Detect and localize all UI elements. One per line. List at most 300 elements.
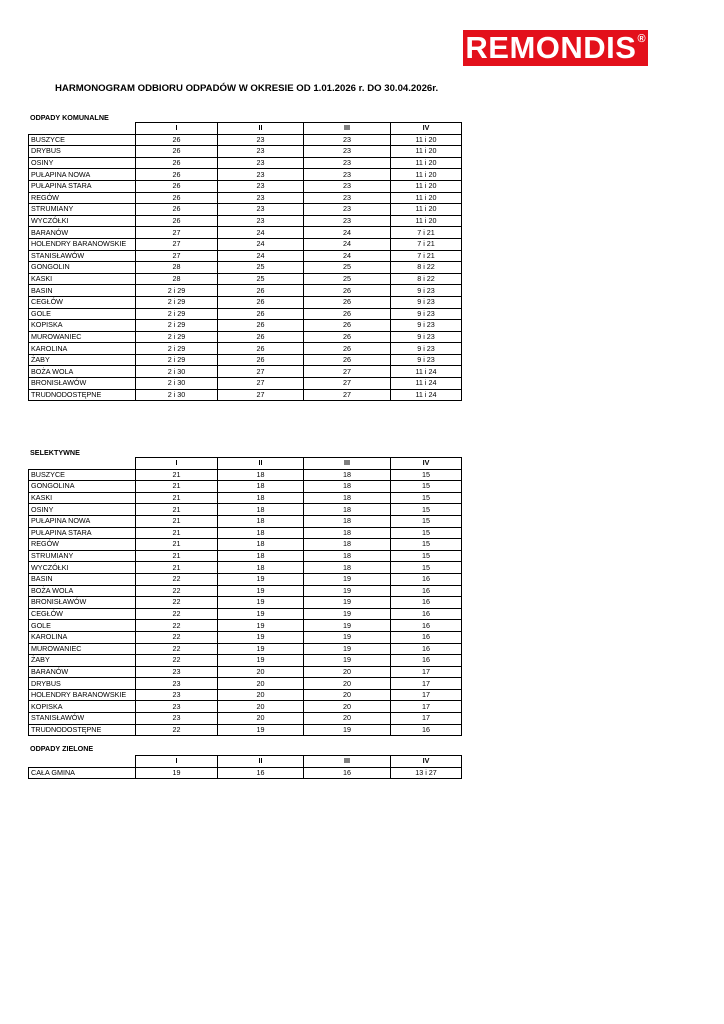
- pickup-date-cell: 26: [136, 215, 218, 227]
- pickup-date-cell: 15: [391, 527, 462, 539]
- pickup-date-cell: 9 i 23: [391, 285, 462, 297]
- locality-name: GOLE: [29, 308, 136, 320]
- pickup-date-cell: 17: [391, 689, 462, 701]
- locality-name: HOLENDRY BARANOWSKIE: [29, 689, 136, 701]
- pickup-date-cell: 26: [218, 285, 304, 297]
- pickup-date-cell: 9 i 23: [391, 320, 462, 332]
- pickup-date-cell: 27: [218, 389, 304, 401]
- table-header-row: [29, 123, 462, 135]
- locality-name: BARANÓW: [29, 666, 136, 678]
- pickup-date-cell: 7 i 21: [391, 227, 462, 239]
- pickup-date-cell: 15: [391, 515, 462, 527]
- pickup-date-cell: 23: [304, 192, 391, 204]
- section-title: ODPADY ZIELONE: [30, 744, 94, 753]
- pickup-date-cell: 11 i 20: [391, 204, 462, 216]
- pickup-date-cell: 16: [391, 724, 462, 736]
- pickup-date-cell: 19: [304, 597, 391, 609]
- pickup-date-cell: 24: [218, 238, 304, 250]
- pickup-date-cell: 21: [136, 539, 218, 551]
- column-header: III: [304, 756, 391, 768]
- pickup-date-cell: 26: [218, 296, 304, 308]
- pickup-date-cell: 26: [136, 180, 218, 192]
- pickup-date-cell: 28: [136, 273, 218, 285]
- pickup-date-cell: 9 i 23: [391, 308, 462, 320]
- pickup-date-cell: 13 i 27: [391, 767, 462, 779]
- table-row: [29, 169, 462, 181]
- locality-name: TRUDNODOSTĘPNE: [29, 724, 136, 736]
- locality-name: WYCZÓŁKI: [29, 562, 136, 574]
- document-title: HARMONOGRAM ODBIORU ODPADÓW W OKRESIE OD 1.01.2026 r. DO 30.04.2026r.: [55, 83, 439, 94]
- pickup-date-cell: 19: [218, 573, 304, 585]
- pickup-date-cell: 27: [136, 238, 218, 250]
- pickup-date-cell: 23: [304, 169, 391, 181]
- pickup-date-cell: 21: [136, 515, 218, 527]
- locality-name: KOPISKA: [29, 320, 136, 332]
- section-title: SELEKTYWNE: [30, 448, 80, 457]
- pickup-date-cell: 11 i 24: [391, 389, 462, 401]
- table-row: [29, 285, 462, 297]
- pickup-date-cell: 23: [304, 157, 391, 169]
- pickup-date-cell: 2 i 30: [136, 378, 218, 390]
- pickup-date-cell: 15: [391, 469, 462, 481]
- column-header: II: [218, 756, 304, 768]
- pickup-date-cell: 22: [136, 643, 218, 655]
- column-header: III: [304, 123, 391, 135]
- locality-name: BUSZYCE: [29, 469, 136, 481]
- pickup-date-cell: 19: [304, 573, 391, 585]
- locality-name: KAROLINA: [29, 343, 136, 355]
- locality-name: STANISŁAWÓW: [29, 250, 136, 262]
- column-header: II: [218, 458, 304, 470]
- pickup-date-cell: 2 i 29: [136, 296, 218, 308]
- pickup-date-cell: 23: [304, 204, 391, 216]
- table-row: [29, 354, 462, 366]
- table-row: [29, 620, 462, 632]
- pickup-date-cell: 22: [136, 631, 218, 643]
- pickup-date-cell: 26: [304, 354, 391, 366]
- column-header: IV: [391, 756, 462, 768]
- pickup-date-cell: 19: [218, 620, 304, 632]
- pickup-date-cell: 2 i 29: [136, 308, 218, 320]
- locality-name: WYCZÓŁKI: [29, 215, 136, 227]
- locality-name: MUROWANIEC: [29, 331, 136, 343]
- header-blank-cell: [29, 756, 136, 768]
- locality-name: BARANÓW: [29, 227, 136, 239]
- pickup-date-cell: 18: [218, 539, 304, 551]
- pickup-date-cell: 26: [304, 343, 391, 355]
- pickup-date-cell: 2 i 29: [136, 320, 218, 332]
- pickup-date-cell: 17: [391, 678, 462, 690]
- pickup-date-cell: 26: [218, 331, 304, 343]
- pickup-date-cell: 23: [218, 169, 304, 181]
- pickup-date-cell: 27: [304, 378, 391, 390]
- pickup-date-cell: 18: [218, 504, 304, 516]
- pickup-date-cell: 16: [391, 608, 462, 620]
- pickup-date-cell: 11 i 20: [391, 215, 462, 227]
- pickup-date-cell: 22: [136, 585, 218, 597]
- locality-name: DRYBUS: [29, 678, 136, 690]
- pickup-date-cell: 20: [218, 713, 304, 725]
- table-row: [29, 180, 462, 192]
- table-row: [29, 643, 462, 655]
- table-row: [29, 273, 462, 285]
- remondis-logo: [463, 30, 648, 66]
- pickup-date-cell: 22: [136, 573, 218, 585]
- pickup-date-cell: 2 i 30: [136, 366, 218, 378]
- table-row: [29, 527, 462, 539]
- pickup-date-cell: 23: [136, 701, 218, 713]
- pickup-date-cell: 18: [304, 550, 391, 562]
- table-row: [29, 204, 462, 216]
- pickup-date-cell: 23: [218, 215, 304, 227]
- table-row: [29, 343, 462, 355]
- pickup-date-cell: 15: [391, 539, 462, 551]
- table-row: [29, 296, 462, 308]
- pickup-date-cell: 23: [136, 666, 218, 678]
- pickup-date-cell: 18: [304, 469, 391, 481]
- pickup-date-cell: 15: [391, 562, 462, 574]
- pickup-date-cell: 7 i 21: [391, 238, 462, 250]
- table-row: [29, 550, 462, 562]
- pickup-date-cell: 2 i 29: [136, 343, 218, 355]
- table-row: [29, 157, 462, 169]
- registered-mark: ®: [637, 33, 646, 45]
- table-row: [29, 539, 462, 551]
- pickup-date-cell: 28: [136, 262, 218, 274]
- pickup-date-cell: 11 i 20: [391, 146, 462, 158]
- pickup-date-cell: 20: [304, 678, 391, 690]
- pickup-date-cell: 23: [136, 678, 218, 690]
- pickup-date-cell: 24: [304, 227, 391, 239]
- pickup-date-cell: 20: [218, 666, 304, 678]
- pickup-date-cell: 16: [218, 767, 304, 779]
- pickup-date-cell: 19: [304, 655, 391, 667]
- schedule-table-selektywne: [28, 457, 462, 736]
- pickup-date-cell: 22: [136, 608, 218, 620]
- pickup-date-cell: 20: [304, 701, 391, 713]
- pickup-date-cell: 23: [218, 204, 304, 216]
- locality-name: REGÓW: [29, 539, 136, 551]
- locality-name: ŻABY: [29, 655, 136, 667]
- pickup-date-cell: 27: [136, 227, 218, 239]
- pickup-date-cell: 18: [304, 562, 391, 574]
- pickup-date-cell: 17: [391, 713, 462, 725]
- table-row: [29, 215, 462, 227]
- table-row: [29, 608, 462, 620]
- pickup-date-cell: 17: [391, 701, 462, 713]
- pickup-date-cell: 7 i 21: [391, 250, 462, 262]
- pickup-date-cell: 11 i 20: [391, 180, 462, 192]
- pickup-date-cell: 19: [304, 631, 391, 643]
- pickup-date-cell: 15: [391, 492, 462, 504]
- table-header-row: [29, 756, 462, 768]
- schedule-table-odpady-komunalne: [28, 122, 462, 401]
- locality-name: HOLENDRY BARANOWSKIE: [29, 238, 136, 250]
- schedule-table-odpady-zielone: [28, 755, 462, 779]
- locality-name: BRONISŁAWÓW: [29, 378, 136, 390]
- locality-name: STRUMIANY: [29, 204, 136, 216]
- pickup-date-cell: 19: [304, 585, 391, 597]
- table-row: [29, 378, 462, 390]
- pickup-date-cell: 18: [218, 492, 304, 504]
- pickup-date-cell: 16: [391, 573, 462, 585]
- pickup-date-cell: 19: [218, 597, 304, 609]
- pickup-date-cell: 24: [218, 250, 304, 262]
- column-header: III: [304, 458, 391, 470]
- table-row: [29, 262, 462, 274]
- table-row: [29, 689, 462, 701]
- locality-name: PUŁAPINA STARA: [29, 527, 136, 539]
- pickup-date-cell: 19: [304, 724, 391, 736]
- pickup-date-cell: 26: [136, 157, 218, 169]
- table-row: [29, 678, 462, 690]
- table-row: [29, 331, 462, 343]
- pickup-date-cell: 21: [136, 492, 218, 504]
- pickup-date-cell: 19: [304, 608, 391, 620]
- locality-name: BOŻA WOLA: [29, 585, 136, 597]
- table-row: [29, 713, 462, 725]
- pickup-date-cell: 26: [304, 285, 391, 297]
- pickup-date-cell: 18: [218, 550, 304, 562]
- pickup-date-cell: 17: [391, 666, 462, 678]
- pickup-date-cell: 15: [391, 481, 462, 493]
- pickup-date-cell: 26: [218, 343, 304, 355]
- table-row: [29, 724, 462, 736]
- pickup-date-cell: 26: [136, 204, 218, 216]
- pickup-date-cell: 19: [218, 608, 304, 620]
- locality-name: BASIN: [29, 285, 136, 297]
- pickup-date-cell: 20: [218, 701, 304, 713]
- table-row: [29, 562, 462, 574]
- locality-name: KAROLINA: [29, 631, 136, 643]
- pickup-date-cell: 11 i 24: [391, 366, 462, 378]
- locality-name: CAŁA GMINA: [29, 767, 136, 779]
- header-blank-cell: [29, 458, 136, 470]
- pickup-date-cell: 18: [304, 515, 391, 527]
- pickup-date-cell: 19: [218, 585, 304, 597]
- pickup-date-cell: 15: [391, 550, 462, 562]
- column-header: I: [136, 756, 218, 768]
- locality-name: STRUMIANY: [29, 550, 136, 562]
- locality-name: REGÓW: [29, 192, 136, 204]
- table-row: [29, 134, 462, 146]
- pickup-date-cell: 23: [304, 146, 391, 158]
- table-row: [29, 585, 462, 597]
- locality-name: PUŁAPINA NOWA: [29, 515, 136, 527]
- pickup-date-cell: 18: [218, 469, 304, 481]
- locality-name: BRONISŁAWÓW: [29, 597, 136, 609]
- pickup-date-cell: 23: [304, 134, 391, 146]
- pickup-date-cell: 26: [136, 134, 218, 146]
- locality-name: KASKI: [29, 273, 136, 285]
- pickup-date-cell: 25: [304, 262, 391, 274]
- pickup-date-cell: 23: [304, 180, 391, 192]
- table-row: [29, 389, 462, 401]
- pickup-date-cell: 26: [218, 354, 304, 366]
- pickup-date-cell: 11 i 20: [391, 157, 462, 169]
- column-header: IV: [391, 458, 462, 470]
- pickup-date-cell: 16: [391, 597, 462, 609]
- locality-name: OSINY: [29, 504, 136, 516]
- column-header: IV: [391, 123, 462, 135]
- pickup-date-cell: 20: [218, 678, 304, 690]
- pickup-date-cell: 23: [218, 180, 304, 192]
- locality-name: GOLE: [29, 620, 136, 632]
- pickup-date-cell: 24: [218, 227, 304, 239]
- pickup-date-cell: 22: [136, 724, 218, 736]
- table-row: [29, 238, 462, 250]
- pickup-date-cell: 19: [218, 643, 304, 655]
- pickup-date-cell: 16: [391, 655, 462, 667]
- table-row: [29, 481, 462, 493]
- pickup-date-cell: 26: [304, 320, 391, 332]
- pickup-date-cell: 22: [136, 620, 218, 632]
- pickup-date-cell: 26: [218, 308, 304, 320]
- locality-name: STANISŁAWÓW: [29, 713, 136, 725]
- pickup-date-cell: 21: [136, 504, 218, 516]
- pickup-date-cell: 27: [136, 250, 218, 262]
- table-row: [29, 492, 462, 504]
- pickup-date-cell: 20: [304, 666, 391, 678]
- locality-name: DRYBUS: [29, 146, 136, 158]
- locality-name: PUŁAPINA NOWA: [29, 169, 136, 181]
- pickup-date-cell: 26: [136, 169, 218, 181]
- pickup-date-cell: 16: [391, 585, 462, 597]
- pickup-date-cell: 18: [218, 481, 304, 493]
- pickup-date-cell: 27: [218, 366, 304, 378]
- pickup-date-cell: 21: [136, 527, 218, 539]
- pickup-date-cell: 21: [136, 550, 218, 562]
- locality-name: MUROWANIEC: [29, 643, 136, 655]
- pickup-date-cell: 15: [391, 504, 462, 516]
- table-row: [29, 666, 462, 678]
- locality-name: TRUDNODOSTĘPNE: [29, 389, 136, 401]
- pickup-date-cell: 18: [218, 527, 304, 539]
- pickup-date-cell: 22: [136, 597, 218, 609]
- locality-name: KOPISKA: [29, 701, 136, 713]
- pickup-date-cell: 26: [304, 308, 391, 320]
- pickup-date-cell: 2 i 29: [136, 331, 218, 343]
- pickup-date-cell: 23: [218, 157, 304, 169]
- table-row: [29, 308, 462, 320]
- pickup-date-cell: 21: [136, 481, 218, 493]
- pickup-date-cell: 25: [218, 273, 304, 285]
- pickup-date-cell: 9 i 23: [391, 296, 462, 308]
- pickup-date-cell: 21: [136, 469, 218, 481]
- pickup-date-cell: 19: [136, 767, 218, 779]
- table-row: [29, 320, 462, 332]
- table-row: [29, 573, 462, 585]
- pickup-date-cell: 23: [136, 713, 218, 725]
- pickup-date-cell: 24: [304, 238, 391, 250]
- pickup-date-cell: 25: [304, 273, 391, 285]
- pickup-date-cell: 24: [304, 250, 391, 262]
- pickup-date-cell: 16: [391, 631, 462, 643]
- table-row: [29, 631, 462, 643]
- table-row: [29, 146, 462, 158]
- pickup-date-cell: 27: [218, 378, 304, 390]
- pickup-date-cell: 26: [304, 331, 391, 343]
- logo-text: REMONDIS: [465, 30, 637, 65]
- locality-name: CEGŁÓW: [29, 608, 136, 620]
- pickup-date-cell: 8 i 22: [391, 273, 462, 285]
- pickup-date-cell: 23: [218, 134, 304, 146]
- pickup-date-cell: 9 i 23: [391, 354, 462, 366]
- pickup-date-cell: 18: [218, 562, 304, 574]
- pickup-date-cell: 18: [218, 515, 304, 527]
- pickup-date-cell: 26: [218, 320, 304, 332]
- pickup-date-cell: 23: [218, 192, 304, 204]
- pickup-date-cell: 2 i 29: [136, 285, 218, 297]
- table-row: [29, 767, 462, 779]
- pickup-date-cell: 19: [218, 631, 304, 643]
- pickup-date-cell: 9 i 23: [391, 343, 462, 355]
- column-header: I: [136, 123, 218, 135]
- pickup-date-cell: 16: [391, 643, 462, 655]
- locality-name: CEGŁÓW: [29, 296, 136, 308]
- locality-name: GONGOLINA: [29, 481, 136, 493]
- pickup-date-cell: 19: [304, 620, 391, 632]
- pickup-date-cell: 25: [218, 262, 304, 274]
- locality-name: BUSZYCE: [29, 134, 136, 146]
- table-row: [29, 227, 462, 239]
- table-row: [29, 366, 462, 378]
- pickup-date-cell: 27: [304, 389, 391, 401]
- table-row: [29, 469, 462, 481]
- pickup-date-cell: 19: [218, 724, 304, 736]
- locality-name: PUŁAPINA STARA: [29, 180, 136, 192]
- pickup-date-cell: 16: [304, 767, 391, 779]
- pickup-date-cell: 16: [391, 620, 462, 632]
- pickup-date-cell: 21: [136, 562, 218, 574]
- pickup-date-cell: 18: [304, 504, 391, 516]
- pickup-date-cell: 20: [304, 689, 391, 701]
- table-row: [29, 250, 462, 262]
- column-header: II: [218, 123, 304, 135]
- section-title: ODPADY KOMUNALNE: [30, 113, 109, 122]
- pickup-date-cell: 20: [304, 713, 391, 725]
- pickup-date-cell: 9 i 23: [391, 331, 462, 343]
- pickup-date-cell: 19: [218, 655, 304, 667]
- locality-name: OSINY: [29, 157, 136, 169]
- pickup-date-cell: 2 i 29: [136, 354, 218, 366]
- pickup-date-cell: 26: [304, 296, 391, 308]
- pickup-date-cell: 18: [304, 481, 391, 493]
- column-header: I: [136, 458, 218, 470]
- pickup-date-cell: 11 i 20: [391, 192, 462, 204]
- pickup-date-cell: 23: [304, 215, 391, 227]
- pickup-date-cell: 23: [218, 146, 304, 158]
- pickup-date-cell: 2 i 30: [136, 389, 218, 401]
- table-row: [29, 597, 462, 609]
- locality-name: KASKI: [29, 492, 136, 504]
- table-row: [29, 515, 462, 527]
- locality-name: ŻABY: [29, 354, 136, 366]
- pickup-date-cell: 11 i 24: [391, 378, 462, 390]
- pickup-date-cell: 20: [218, 689, 304, 701]
- table-row: [29, 504, 462, 516]
- pickup-date-cell: 18: [304, 527, 391, 539]
- locality-name: BOŻA WOLA: [29, 366, 136, 378]
- pickup-date-cell: 18: [304, 539, 391, 551]
- table-row: [29, 192, 462, 204]
- pickup-date-cell: 23: [136, 689, 218, 701]
- header-blank-cell: [29, 123, 136, 135]
- pickup-date-cell: 26: [136, 192, 218, 204]
- pickup-date-cell: 22: [136, 655, 218, 667]
- table-header-row: [29, 458, 462, 470]
- table-row: [29, 655, 462, 667]
